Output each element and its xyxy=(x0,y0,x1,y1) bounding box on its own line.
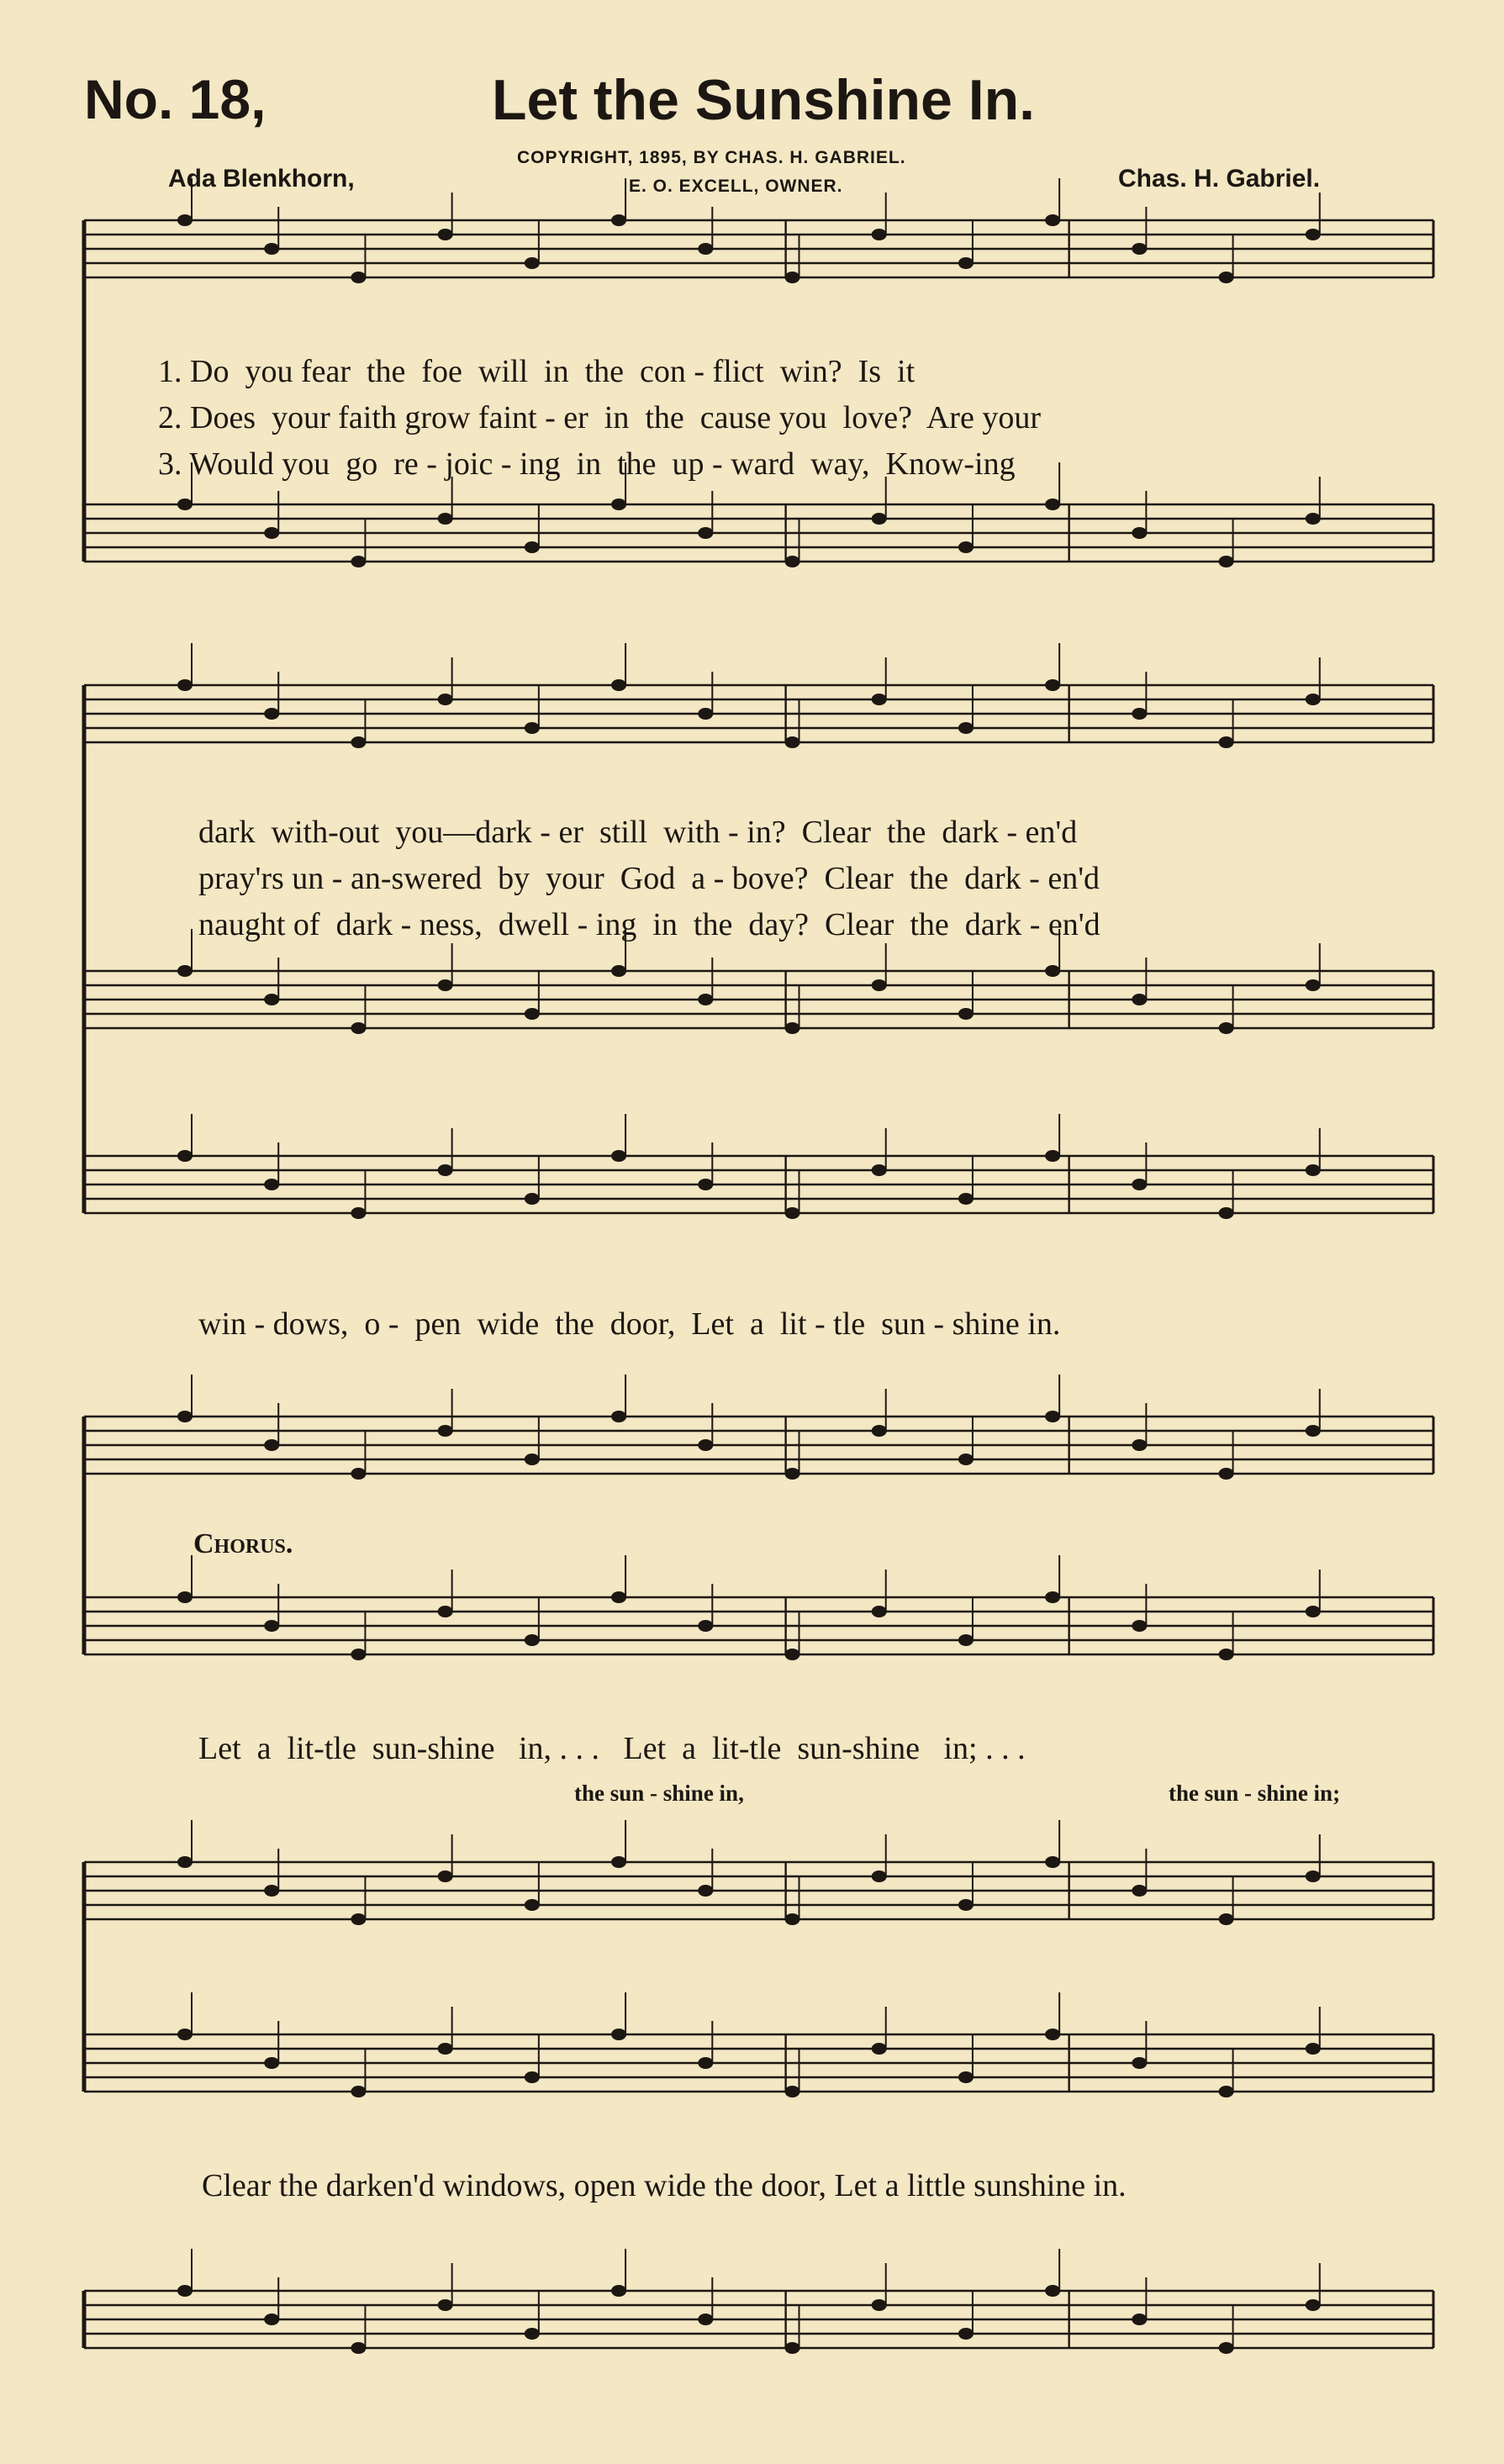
chorus-line-2: Clear the darken'd windows, open wide the door, Let a little sunshine in. xyxy=(202,2168,1127,2203)
verse-refrain-line: win - dows, o - pen wide the door, Let a lit - tle sun - shine in. xyxy=(198,1306,1061,1342)
composer: Chas. H. Gabriel. xyxy=(1118,165,1321,193)
copyright-owner: E. O. EXCELL, OWNER. xyxy=(629,177,843,196)
verse-3-line-2: naught of dark - ness, dwell - ing in the day? Clear the dark - en'd xyxy=(198,907,1100,942)
copyright-line: COPYRIGHT, 1895, BY CHAS. H. GABRIEL. xyxy=(517,148,906,167)
verse-1-line-2: dark with-out you—dark - er still with - in? Clear the dark - en'd xyxy=(198,815,1078,850)
verse-2-line-1: 2. Does your faith grow faint - er in the cause you love? Are your xyxy=(158,400,1041,435)
lyricist: Ada Blenkhorn, xyxy=(168,165,355,193)
hymn-title: Let the Sunshine In. xyxy=(492,68,1036,132)
verse-2-line-2: pray'rs un - an-swered by your God a - bove? Clear the dark - en'd xyxy=(198,861,1100,896)
hymn-number: No. 18, xyxy=(84,68,266,130)
verse-1-line-1: 1. Do you fear the foe will in the con - flict win? Is it xyxy=(158,354,916,389)
chorus-label: Chorus. xyxy=(193,1528,293,1559)
verse-3-line-1: 3. Would you go re - joic - ing in the up - ward way, Know-ing xyxy=(158,446,1016,482)
chorus-line-1: Let a lit-tle sun-shine in, . . . Let a lit-tle sun-shine in; . . . xyxy=(198,1731,1026,1766)
chorus-echo-1: the sun - shine in, xyxy=(574,1781,744,1806)
chorus-echo-2: the sun - shine in; xyxy=(1169,1781,1341,1806)
